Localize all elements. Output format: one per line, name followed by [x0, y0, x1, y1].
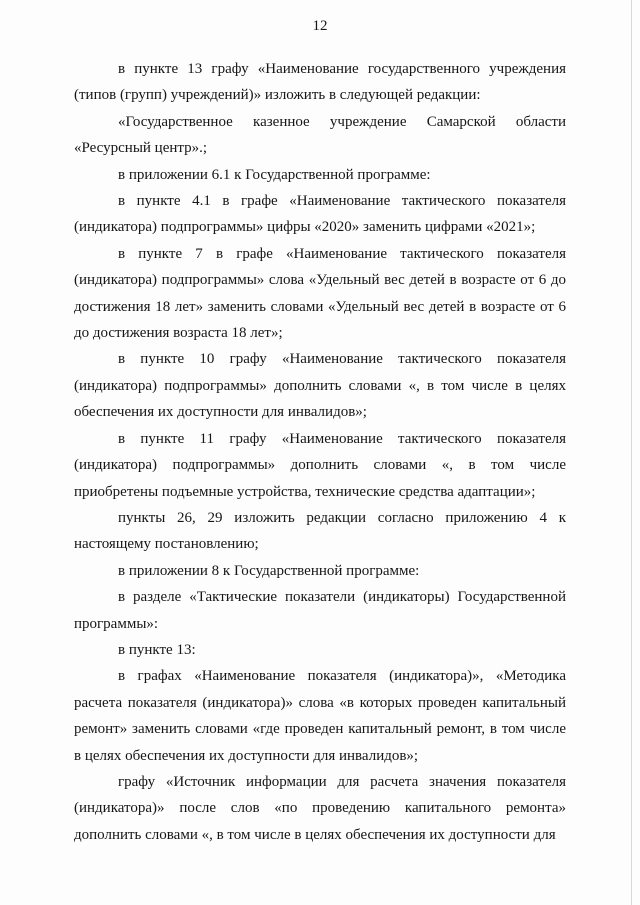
paragraph-item-10: в пункте 10 графу «Наименование тактического показателя (индикатора) подпрограммы» дополнить словами «, в том числе в целях обеспечения их доступности для инвалидов»; [74, 351, 566, 421]
paragraph-items-26-29: пункты 26, 29 изложить редакции согласно приложению 4 к настоящему постановлению; [74, 509, 566, 553]
document-body [74, 56, 566, 848]
paragraph-item-13: в пункте 13: [118, 641, 196, 658]
paragraph-appendix-6-1: в приложении 6.1 к Государственной программе: [118, 166, 431, 183]
paragraph-appendix-8: в приложении 8 к Государственной программе: [118, 562, 420, 579]
paragraph-item13-column: в пункте 13 графу «Наименование государственного учреждения (типов (групп) учреждений)» изложить в следующей редакции: [74, 61, 566, 104]
paragraph-item-11: в пункте 11 графу «Наименование тактического показателя (индикатора) подпрограммы» дополнить словами «, в том числе приобретены подъемные устройства, технические средства адаптации»; [74, 430, 566, 500]
paragraph-info-source: графу «Источник информации для расчета значения показателя (индикатора)» после слов «по проведению капитального ремонта» дополнить словами «, в том числе в целях обеспечения их доступности для [74, 773, 566, 843]
page-number: 12 [312, 18, 328, 34]
paragraph-item-4-1: в пункте 4.1 в графе «Наименование тактического показателя (индикатора) подпрограммы» цифры «2020» заменить цифрами «2021»; [74, 193, 566, 236]
paragraph-section-tactical: в разделе «Тактические показатели (индикаторы) Государственной программы»: [74, 589, 566, 632]
paragraph-resource-center: «Государственное казенное учреждение Самарской области «Ресурсный центр».; [74, 113, 566, 157]
scan-edge-line [631, 0, 632, 905]
paragraph-item-7: в пункте 7 в графе «Наименование тактического показателя (индикатора) подпрограммы» слова «Удельный вес детей в возрасте от 6 до достижения 18 лет» заменить словами «Удельный вес детей в возрасте от 6 до достижения возраста 18 лет»; [74, 245, 566, 342]
paragraph-columns-methodology: в графах «Наименование показателя (индикатора)», «Методика расчета показателя (индикатора)» слова «в которых проведен капитальный ремонт» заменить словами «где проведен капитальный ремонт, в том числе в целях обеспечения их доступности для инвалидов»; [74, 668, 566, 764]
